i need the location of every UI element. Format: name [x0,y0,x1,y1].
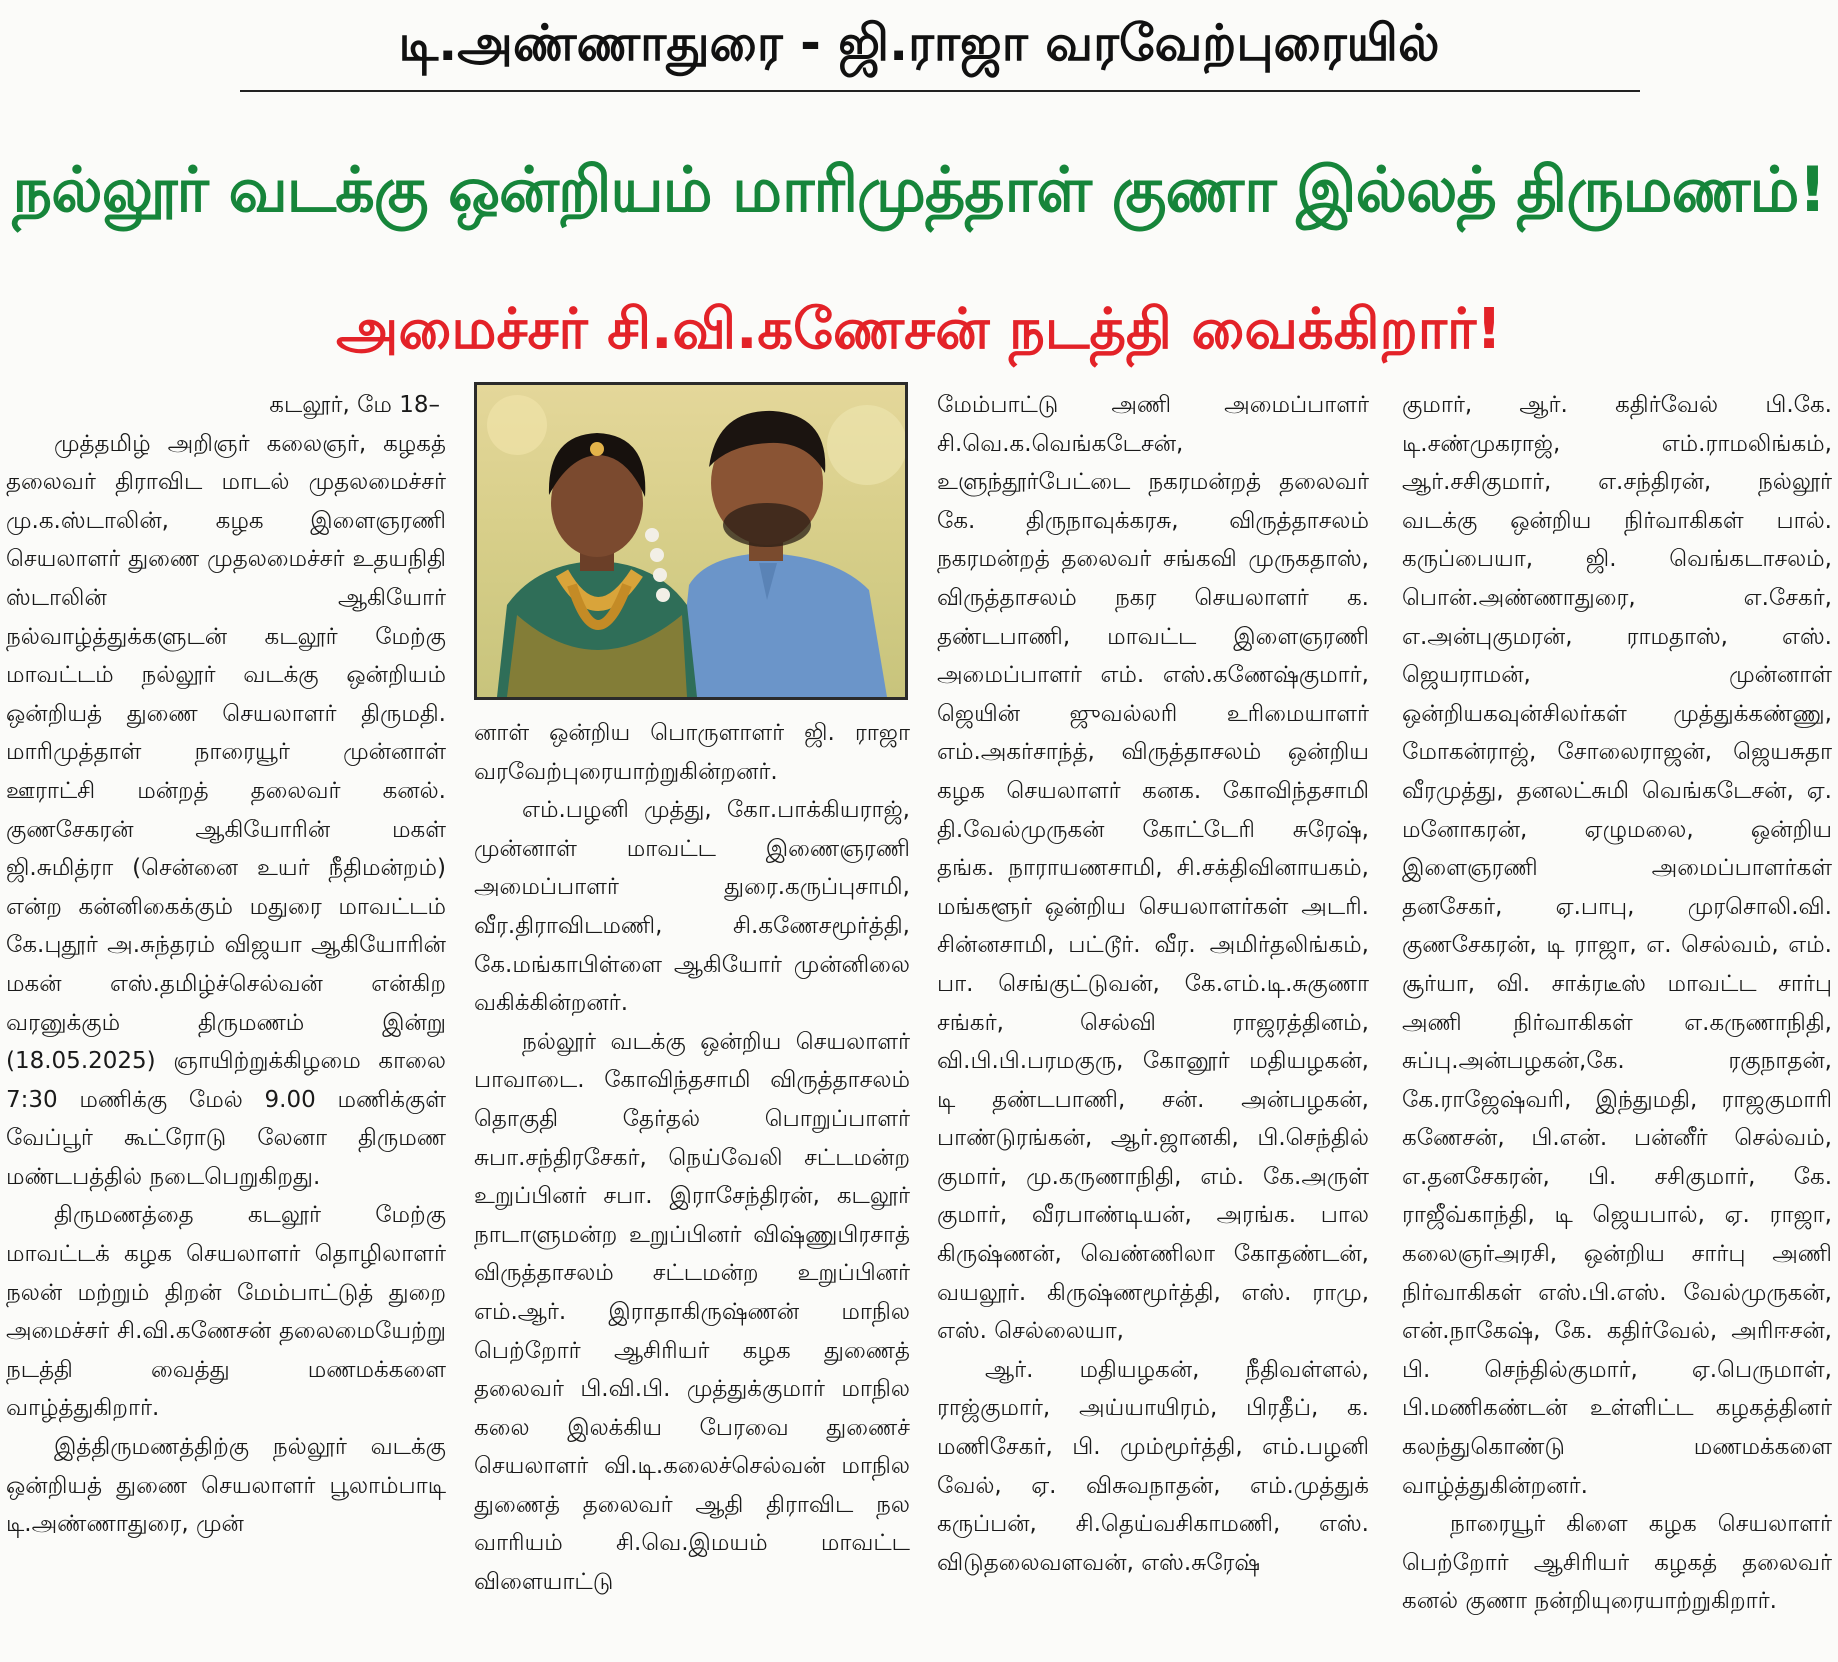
paragraph: நாரையூர் கிளை கழக செயலாளர் பெற்றோர் ஆசிரியர் கழகத் தலைவர் கனல் குணா நன்றியுரையாற்றுகிறார். [1402,1511,1832,1615]
paragraph: மேம்பாட்டு அணி அமைப்பாளர் சி.வெ.க.வெங்கடேசன், உளுந்தூர்பேட்டை நகரமன்றத் தலைவர் கே. திருநாவுக்கரசு, விருத்தாசலம் நகரமன்றத் தலைவர் சங்கவி முருகதாஸ், விருத்தாசலம் நகர செயலாளர் க. தண்டபாணி, மாவட்ட இளைஞரணி அமைப்பாளர் எம். எஸ்.கணேஷ்குமார், ஜெயின் ஜுவல்லரி உரிமையாளர் எம்.அகர்சாந்த், விருத்தாசலம் ஒன்றிய கழக செயலாளர் கனக. கோவிந்தசாமி தி.வேல்முருகன் கோட்டேரி சுரேஷ், தங்க. நாராயணசாமி, சி.சக்திவினாயகம், மங்களூர் ஒன்றிய செயலாளர்கள் அடரி. சின்னசாமி, பட்டூர். வீர. அமிர்தலிங்கம், பா. செங்குட்டுவன், கே.எம்.டி.சுகுணா சங்கர், செல்வி ராஜரத்தினம், வி.பி.பி.பரமகுரு, கோனூர் மதியழகன், டி தண்டபாணி, சன். அன்பழகன், பாண்டுரங்கன், ஆர்.ஜானகி, பி.செந்தில் குமார், மு.கருணாநிதி, எம். கே.அருள் குமார், வீரபாண்டியன், அரங்க. பால கிருஷ்ணன், வெண்ணிலா கோதண்டன், வயலூர். கிருஷ்ணமூர்த்தி, எஸ். ராமு, எஸ். செல்லையா, [937,392,1369,1345]
paragraph: நல்லூர் வடக்கு ஒன்றிய செயலாளர் பாவாடை. கோவிந்தசாமி விருத்தாசலம் தொகுதி தேர்தல் பொறுப்பாளர் சுபா.சந்திரசேகர், நெய்வேலி சட்டமன்ற உறுப்பினர் சபா. இராசேந்திரன், கடலூர் நாடாளுமன்ற உறுப்பினர் விஷ்ணுபிரசாத் விருத்தாசலம் சட்டமன்ற உறுப்பினர் எம்.ஆர். இராதாகிருஷ்ணன் மாநில பெற்றோர் ஆசிரியர் கழக துணைத் தலைவர் பி.வி.பி. முத்துக்குமார் மாநில கலை இலக்கிய பேரவை துணைச் செயலாளர் வி.டி.கலைச்செல்வன் மாநில துணைத் தலைவர் ஆதி திராவிட நல வாரியம் சி.வெ.இமயம் மாவட்ட விளையாட்டு [474,1028,910,1596]
kicker-line: டி.அண்ணாதுரை - ஜி.ராஜா வரவேற்புரையில் [398,14,1440,72]
headline: நல்லூர் வடக்கு ஒன்றியம் மாரிமுத்தாள் குணா இல்லத் திருமணம்! [12,153,1826,226]
paragraph: குமார், ஆர். கதிர்வேல் பி.கே. டி.சண்முகராஜ், எம்.ராமலிங்கம், ஆர்.சசிகுமார், எ.சந்திரன், நல்லூர் வடக்கு ஒன்றிய நிர்வாகிகள் பால். கருப்பையா, ஜி. வெங்கடாசலம், பொன்.அண்ணாதுரை, எ.சேகர், எ.அன்புகுமரன், ராமதாஸ், எஸ். ஜெயராமன், முன்னாள் ஒன்றியகவுன்சிலர்கள் முத்துக்கண்ணு, மோகன்ராஜ், சோலைராஜன், ஜெயசுதா வீரமுத்து, தனலட்சுமி வெங்கடேசன், ஏ. மனோகரன், ஏழுமலை, ஒன்றிய இளைஞரணி அமைப்பாளர்கள் தனசேகர், ஏ.பாபு, முரசொலி.வி. குணசேகரன், டி ராஜா, எ. செல்வம், எம். சூர்யா, வி. சாக்ரடீஸ் மாவட்ட சார்பு அணி நிர்வாகிகள் எ.கருணாநிதி, சுப்பு.அன்பழகன்,கே. ரகுநாதன், கே.ராஜேஷ்வரி, இந்துமதி, ராஜகுமாரி கணேசன், பி.என். பன்னீர் செல்வம், எ.தனசேகரன், பி. சசிகுமார், கே. ராஜீவ்காந்தி, டி ஜெயபால், ஏ. ராஜா, கலைஞர்அரசி, ஒன்றிய சார்பு அணி நிர்வாகிகள் எஸ்.பி.எஸ். வேல்முருகன், என்.நாகேஷ், கே. கதிர்வேல், அரிஈசன், பி. செந்தில்குமார், ஏ.பெருமாள், பி.மணிகண்டன் உள்ளிட்ட கழகத்தினர் கலந்துகொண்டு மணமக்களை வாழ்த்துகின்றனர். [1402,392,1832,1499]
paragraph: ஆர். மதியழகன், நீதிவள்ளல், ராஜ்குமார், அய்யாயிரம், பிரதீப், க. மணிசேகர், பி. மும்மூர்த்தி, எம்.பழனி வேல், ஏ. விசுவநாதன், எம்.முத்துக் கருப்பன், சி.தெய்வசிகாமணி, எஸ். விடுதலைவளவன், எஸ்.சுரேஷ் [937,1356,1369,1576]
article-column-2 [474,386,910,1656]
paragraph: இத்திருமணத்திற்கு நல்லூர் வடக்கு ஒன்றியத் துணை செயலாளர் பூலாம்பாடி டி.அண்ணாதுரை, முன் [6,1434,446,1538]
article-column-4 [1402,386,1832,1656]
kicker-divider [240,90,1640,92]
article-column-1 [6,386,446,1656]
column-2-body [474,714,910,1602]
article-column-3 [937,386,1369,1656]
paragraph: எம்.பழனி முத்து, கோ.பாக்கியராஜ், முன்னாள் மாவட்ட இணைஞரணி அமைப்பாளர் துரை.கருப்புசாமி, வீர.திராவிடமணி, சி.கணேசமூர்த்தி, கே.மங்காபிள்ளை ஆகியோர் முன்னிலை வகிக்கின்றனர். [474,797,910,1017]
paragraph: திருமணத்தை கடலூர் மேற்கு மாவட்டக் கழக செயலாளர் தொழிலாளர் நலன் மற்றும் திறன் மேம்பாட்டுத் துறை அமைச்சர் சி.வி.கணேசன் தலைமையேற்று நடத்தி வைத்து மணமக்களை வாழ்த்துகிறார். [6,1202,446,1422]
subheadline: அமைச்சர் சி.வி.கணேசன் நடத்தி வைக்கிறார்! [336,297,1502,362]
dateline: கடலூர், மே 18– [269,392,440,418]
paragraph: னாள் ஒன்றிய பொருளாளர் ஜி. ராஜா வரவேற்புரையாற்றுகின்றனர். [474,720,910,785]
paragraph: முத்தமிழ் அறிஞர் கலைஞர், கழகத் தலைவர் திராவிட மாடல் முதலமைச்சர் மு.க.ஸ்டாலின், கழக இளைஞரணி செயலாளர் துணை முதலமைச்சர் உதயநிதி ஸ்டாலின் ஆகியோர் நல்வாழ்த்துக்களுடன் கடலூர் மேற்கு மாவட்டம் நல்லூர் வடக்கு ஒன்றியம் ஒன்றியத் துணை செயலாளர் திருமதி. மாரிமுத்தாள் நாரையூர் முன்னாள் ஊராட்சி மன்றத் தலைவர் கனல். குணசேகரன் ஆகியோரின் மகள் ஜி.சுமித்ரா (சென்னை உயர் நீதிமன்றம்) என்ற கன்னிகைக்கும் மதுரை மாவட்டம் கே.புதூர் அ.சுந்தரம் விஜயா ஆகியோரின் மகன் எஸ்.தமிழ்ச்செல்வன் என்கிற வரனுக்கும் திருமணம் இன்று (18.05.2025) ஞாயிற்றுக்கிழமை காலை 7:30 மணிக்கு மேல் 9.00 மணிக்குள் வேப்பூர் கூட்ரோடு லேனா திருமண மண்டபத்தில் நடைபெறுகிறது. [6,430,446,1190]
